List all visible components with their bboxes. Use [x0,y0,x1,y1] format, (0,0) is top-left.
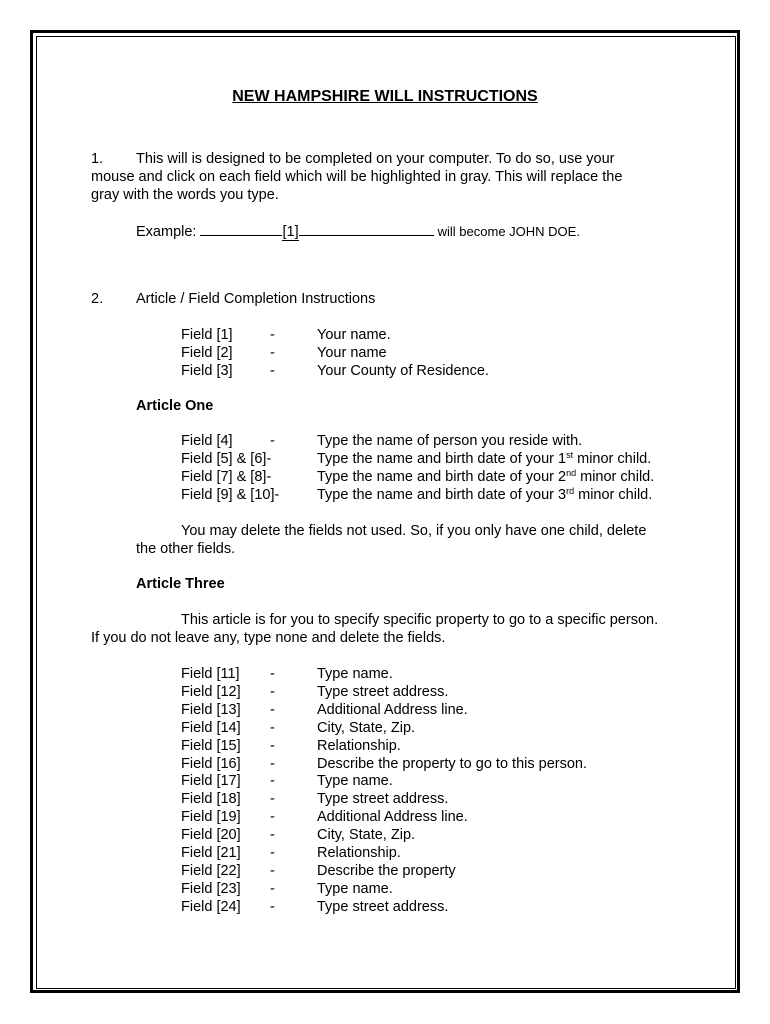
field-description: Your name. [317,327,391,343]
example-blank-left [200,222,282,236]
field-label: Field [2] [181,345,233,361]
field-label: Field [18] [181,791,241,808]
field-dash: - [270,363,275,379]
article-one-heading: Article One [136,398,214,414]
field-label: Field [3] [181,363,233,379]
field-description: City, State, Zip. [317,719,416,736]
field-description: Type street address. [317,683,449,700]
example-label: Example: [136,224,197,240]
page-title: NEW HAMPSHIRE WILL INSTRUCTIONS [232,88,538,105]
field-label: Field [17] [181,773,241,790]
field-label: Field [5] & [6]- [181,451,272,467]
field-label: Field [12] [181,683,241,700]
field-label: Field [9] & [10]- [181,487,280,503]
field-dash: - [270,701,275,718]
field-dash: - [266,469,272,485]
example-row [136,222,580,241]
field-label: Field [19] [181,809,241,826]
field-dash: - [270,898,275,915]
field-description [317,486,652,504]
example-result: will become JOHN DOE. [437,224,580,239]
field-description-suffix: minor child. [576,469,655,485]
field-description: City, State, Zip. [317,827,416,844]
field-description: Describe the property [317,862,456,879]
ordinal-suffix: nd [566,468,577,478]
field-description-suffix: minor child. [574,487,653,503]
field-label: Field [15] [181,737,241,754]
article-one-note-line-2: the other fields. [136,541,236,557]
field-dash: - [270,809,275,826]
field-dash: - [270,683,275,700]
field-label: Field [16] [181,755,241,772]
field-description: Additional Address line. [317,809,468,826]
field-dash: - [270,433,275,449]
field-dash: - [270,880,275,897]
field-dash: - [270,345,275,361]
section-1-line-3: gray with the words you type. [91,187,279,203]
field-description: Type street address. [317,898,449,915]
field-label: Field [14] [181,719,241,736]
field-description: Type name. [317,666,393,682]
section-1-number: 1. [91,151,104,167]
field-label: Field [23] [181,880,241,897]
field-label: Field [22] [181,862,241,879]
field-dash: - [274,487,280,503]
field-dash: - [270,773,275,790]
article-three-heading: Article Three [136,576,225,592]
field-description: Additional Address line. [317,701,468,718]
field-dash: - [270,327,275,343]
field-dash: - [270,737,275,754]
section-1-line-1: This will is designed to be completed on your computer. To do so, use your [136,151,615,167]
field-dash: - [270,791,275,808]
field-dash: - [270,845,275,861]
field-dash: - [266,451,272,467]
field-dash: - [270,666,275,682]
field-dash: - [270,755,275,772]
section-1-line-2: mouse and click on each field which will be highlighted in gray. This will replace the [91,169,623,185]
field-label: Field [21] [181,845,241,861]
field-description [317,450,651,468]
ordinal-suffix: rd [566,486,575,496]
field-description: Type street address. [317,791,449,808]
field-description-text: Type the name and birth date of your 2 [317,469,567,485]
field-label: Field [11] [181,666,240,682]
article-one-note-line-1: You may delete the fields not used. So, if you only have one child, delete [181,523,647,539]
field-label: Field [13] [181,701,241,718]
field-description: Type name. [317,773,393,790]
field-dash: - [270,862,275,879]
field-description: Type name. [317,880,393,897]
field-label: Field [4] [181,433,233,449]
field-description: Your County of Residence. [317,363,489,379]
field-description: Relationship. [317,737,401,754]
field-description: Type the name of person you reside with. [317,433,583,449]
article-three-intro-line-2: If you do not leave any, type none and delete the fields. [91,630,446,646]
field-description: Your name [317,345,387,361]
field-description-text: Type the name and birth date of your 3 [317,487,567,503]
section-2-heading: Article / Field Completion Instructions [136,291,376,307]
example-field: [1] [282,224,299,240]
field-dash: - [270,827,275,844]
article-three-intro-line-1: This article is for you to specify specific property to go to a specific person. [181,612,659,628]
field-dash: - [270,719,275,736]
ordinal-suffix: st [566,450,574,460]
field-label: Field [20] [181,827,241,844]
field-description-text: Type the name and birth date of your 1 [317,451,567,467]
field-label: Field [7] & [8]- [181,469,272,485]
field-description: Relationship. [317,845,401,861]
field-description [317,468,654,486]
field-description: Describe the property to go to this person. [317,755,588,772]
field-label: Field [1] [181,327,233,343]
example-blank-right [299,222,434,236]
field-label: Field [24] [181,898,241,915]
section-2-number: 2. [91,291,104,307]
field-description-suffix: minor child. [573,451,652,467]
